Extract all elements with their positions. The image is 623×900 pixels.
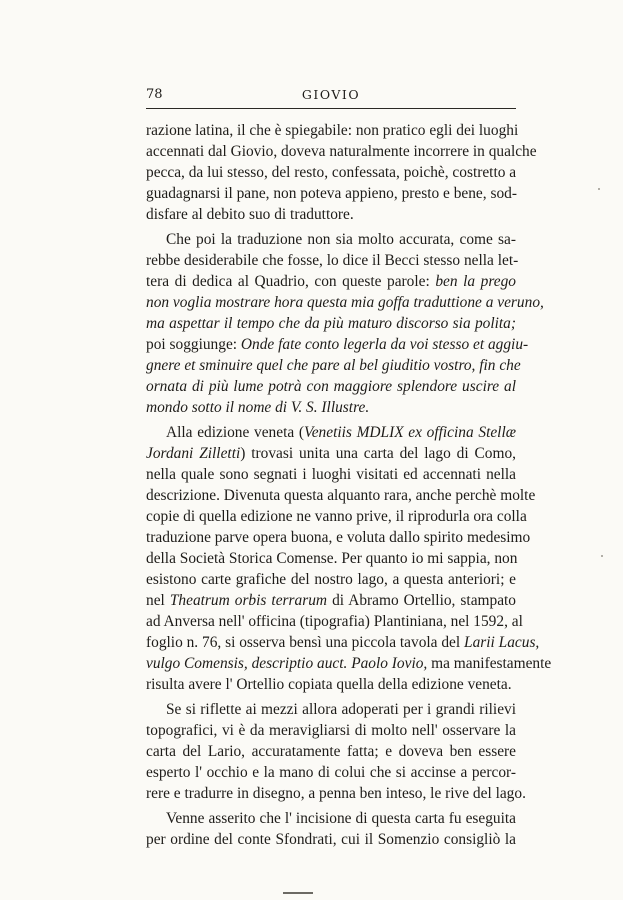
text-run: di Abramo Ortellio, stampato [332, 592, 516, 609]
text-line: Se si riflette ai mezzi allora adoperati per i grandi rilievi [166, 701, 516, 718]
text-line [146, 397, 516, 418]
text-line: traduzione parve opera buona, e voluta dallo spirito medesimo [146, 529, 531, 546]
quotation: mondo sotto il nome di V. S. Illustre. [146, 399, 370, 416]
text-line [146, 292, 544, 313]
text-line: Venne asserito che l' incisione di questa carta fu eseguita [166, 810, 516, 827]
text-line [146, 271, 516, 292]
book-citation: Larii Lacus, [464, 634, 540, 651]
running-title: GIOVIO [301, 87, 361, 102]
text-line: esistono carte grafiche del nostro lago, a questa anteriori; e [146, 571, 516, 588]
paragraph-5 [146, 808, 516, 850]
text-line: guadagnarsi il pane, non poteva appieno, presto e bene, sod- [146, 185, 517, 202]
text-line: carta del Lario, accuratamente fatta; e doveva ben essere [146, 743, 516, 760]
text-line: rere e tradurre in disegno, a penna ben inteso, le rive del lago. [146, 785, 526, 802]
page-header [146, 84, 516, 109]
bottom-edge-mark [283, 892, 313, 894]
text-line [146, 422, 516, 443]
paragraph-4 [146, 699, 526, 804]
quotation: ma aspettar il tempo che da più maturo discorso sia polita; [146, 315, 516, 332]
book-citation: vulgo Comensis, descriptio auct. Paolo Iovio, [146, 655, 428, 672]
text-line: della Società Storica Comense. Per quanto io mi sappia, non [146, 550, 518, 567]
text-line [146, 590, 516, 611]
paragraph-2 [146, 229, 544, 418]
text-line: accennati dal Giovio, doveva naturalmente incorrere in qualche [146, 143, 537, 160]
paragraph-1 [146, 120, 537, 225]
text-line [146, 443, 516, 464]
text-line: nella quale sono segnati i luoghi visitati ed accennati nella [146, 466, 516, 483]
text-run: poi soggiunge: [146, 336, 238, 353]
text-line [146, 355, 521, 376]
text-line [146, 334, 529, 355]
text-line: risulta avere l' Ortellio copiata quella della edizione veneta. [146, 676, 512, 693]
body-text [146, 120, 552, 850]
text-run: foglio n. 76, si osserva bensì una piccola tavola del [146, 634, 461, 651]
paper-speck [598, 188, 600, 190]
text-line: disfare al debito suo di traduttore. [146, 206, 354, 223]
quotation: gnere et sminuire quel che pare al bel giuditio vostro, fin che [146, 357, 521, 374]
text-line [146, 313, 516, 334]
text-line: razione latina, il che è spiegabile: non pratico egli dei luoghi [146, 122, 519, 139]
text-line: ad Anversa nell' officina (tipografia) Plantiniana, nel 1592, al [146, 613, 523, 630]
text-line [146, 632, 540, 653]
text-line: pecca, da lui stesso, del resto, confessata, poichè, costretto a [146, 164, 517, 181]
text-run: tera di dedica al Quadrio, con queste parole: [146, 273, 430, 290]
quotation: Onde fate conto legerla da voi stesso et aggiu- [240, 336, 529, 353]
text-line: Che poi la traduzione non sia molto accurata, come sa- [166, 231, 516, 248]
quotation: ornata di più lume potrà con maggiore splendore uscire al [146, 378, 516, 395]
text-line: descrizione. Divenuta questa alquanto rara, anche perchè molte [146, 487, 536, 504]
text-line: esperto l' occhio e la mano di colui che si accinse a percor- [146, 764, 516, 781]
text-run: ) trovasi unita una carta del lago di Como, [240, 445, 517, 462]
text-run: Alla edizione veneta ( [166, 424, 305, 441]
text-line: per ordine del conte Sfondrati, cui il Somenzio consigliò la [146, 831, 516, 848]
quotation: non voglia mostrare hora questa mia goffa traduttione a veruno, [146, 294, 544, 311]
text-line: copie di quella edizione ne vanno prive, il riprodurla ora colla [146, 508, 527, 525]
text-run: ma manifestamente [431, 655, 552, 672]
text-run: nel [146, 592, 165, 609]
quotation: ben la prego [435, 273, 516, 290]
paragraph-3 [146, 422, 552, 695]
text-line [146, 376, 516, 397]
page-number: 78 [146, 87, 163, 102]
book-citation: Venetiis MDLIX ex officina Stellæ [304, 424, 516, 441]
text-line: rebbe desiderabile che fosse, lo dice il Becci stesso nella let- [146, 252, 519, 269]
text-line: topografici, vi è da meravigliarsi di molto nell' osservare la [146, 722, 516, 739]
text-line [146, 653, 552, 674]
book-citation: Jordani Zilletti [146, 445, 241, 462]
book-citation: Theatrum orbis terrarum [169, 592, 328, 609]
paper-speck [601, 555, 603, 557]
